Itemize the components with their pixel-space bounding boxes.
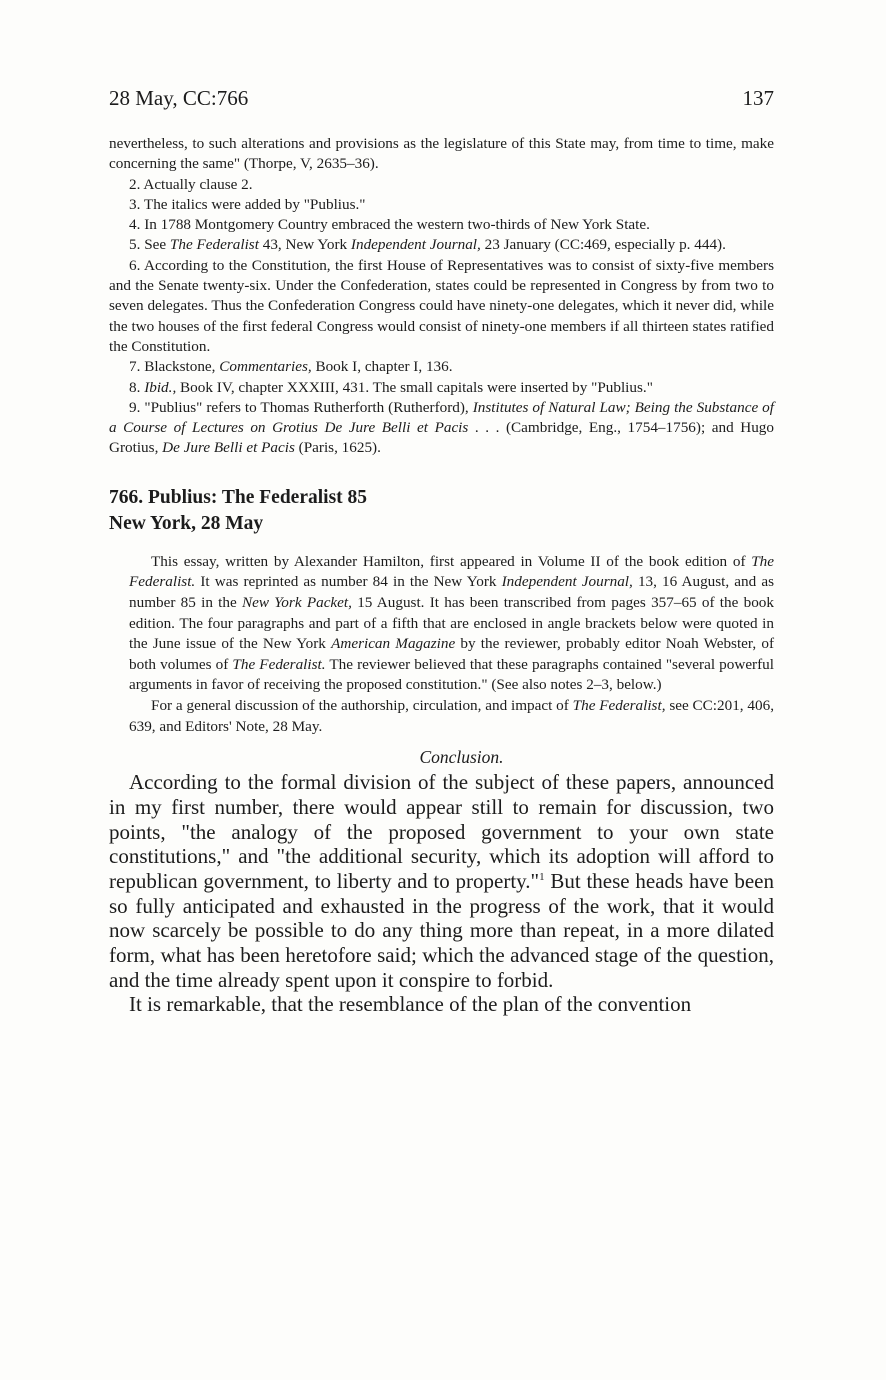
note-2: 2. Actually clause 2. xyxy=(129,175,253,193)
running-head-left: 28 May, CC:766 xyxy=(109,86,249,110)
note-8: 8. Ibid., Book IV, chapter XXXIII, 431. The small capitals were inserted by "Publius." xyxy=(129,378,653,396)
document-dateline: New York, 28 May xyxy=(109,512,264,534)
note-continuation: nevertheless, to such alterations and provisions as the legislature of this State may, from time to time, make concerning the same" (Thorpe, V, 2635–36). xyxy=(109,135,774,173)
body-paragraph-2: It is remarkable, that the resemblance of the plan of the convention xyxy=(129,992,692,1017)
body-paragraph-1: According to the formal division of the subject of these papers, announced in my first number, there would appear still to remain for discussion, two points, "the analogy of the proposed government to your own state constitutions," and "the additional security, which its adoption will afford to republican government, to liberty and to property."$^1$ But these heads have been so fully anticipated and exhausted in the progress of the work, that it would now scarcely be possible to do any thing more than repeat, in a more dilated form, what has been heretofore said; which the advanced stage of the question, and the time already spent upon it conspire to forbid. xyxy=(109,770,774,992)
headnote-paragraph-2: For a general discussion of the authorship, circulation, and impact of The Federalist, see CC:201, 406, 639, and Editors' Note, 28 May. xyxy=(129,696,775,735)
footnotes xyxy=(109,134,774,459)
essay-body xyxy=(109,770,774,1017)
editorial-headnote xyxy=(109,552,774,737)
document-heading xyxy=(109,485,774,537)
running-head xyxy=(109,86,774,120)
note-6: 6. According to the Constitution, the first House of Representatives was to consist of sixty-five members and the Senate twenty-six. Under the Confederation, states could be represented in Congress by from two to seven delegates. Thus the Confederation Congress could have ninety-one delegates, which it never did, while the two houses of the first federal Congress would consist of ninety-one members if all thirteen states ratified the Constitution. xyxy=(109,256,774,355)
note-7: 7. Blackstone, Commentaries, Book I, chapter I, 136. xyxy=(129,358,453,376)
page xyxy=(109,86,774,1017)
note-5: 5. See The Federalist 43, New York Independent Journal, 23 January (CC:469, especially p. 444). xyxy=(129,236,726,254)
headnote-paragraph-1: This essay, written by Alexander Hamilton, first appeared in Volume II of the book edition of The Federalist. It was reprinted as number 84 in the New York Independent Journal, 13, 16 August, and as number 85 in the New York Packet, 15 August. It has been transcribed from pages 357–65 of the book edition. The four paragraphs and part of a fifth that are enclosed in angle brackets below were quoted in the June issue of the New York American Magazine by the reviewer, probably editor Noah Webster, of both volumes of The Federalist. The reviewer believed that these paragraphs contained "several powerful arguments in favor of receiving the proposed constitution." (See also notes 2–3, below.) xyxy=(129,552,775,694)
footnote-ref-1: 1 xyxy=(539,870,545,883)
page-number: 137 xyxy=(742,86,774,110)
section-title: Conclusion. xyxy=(419,747,504,768)
note-3: 3. The italics were added by "Publius." xyxy=(129,195,366,213)
note-9: 9. "Publius" refers to Thomas Rutherforth (Rutherford), Institutes of Natural Law; Being the Substance of a Course of Lectures on Grotius De Jure Belli et Pacis . . . (Cambridge, Eng., 1754–1756); and Hugo Grotius, De Jure Belli et Pacis (Paris, 1625). xyxy=(109,398,774,457)
note-4: 4. In 1788 Montgomery Country embraced the western two-thirds of New York State. xyxy=(129,216,650,234)
document-title: 766. Publius: The Federalist 85 xyxy=(109,486,368,508)
